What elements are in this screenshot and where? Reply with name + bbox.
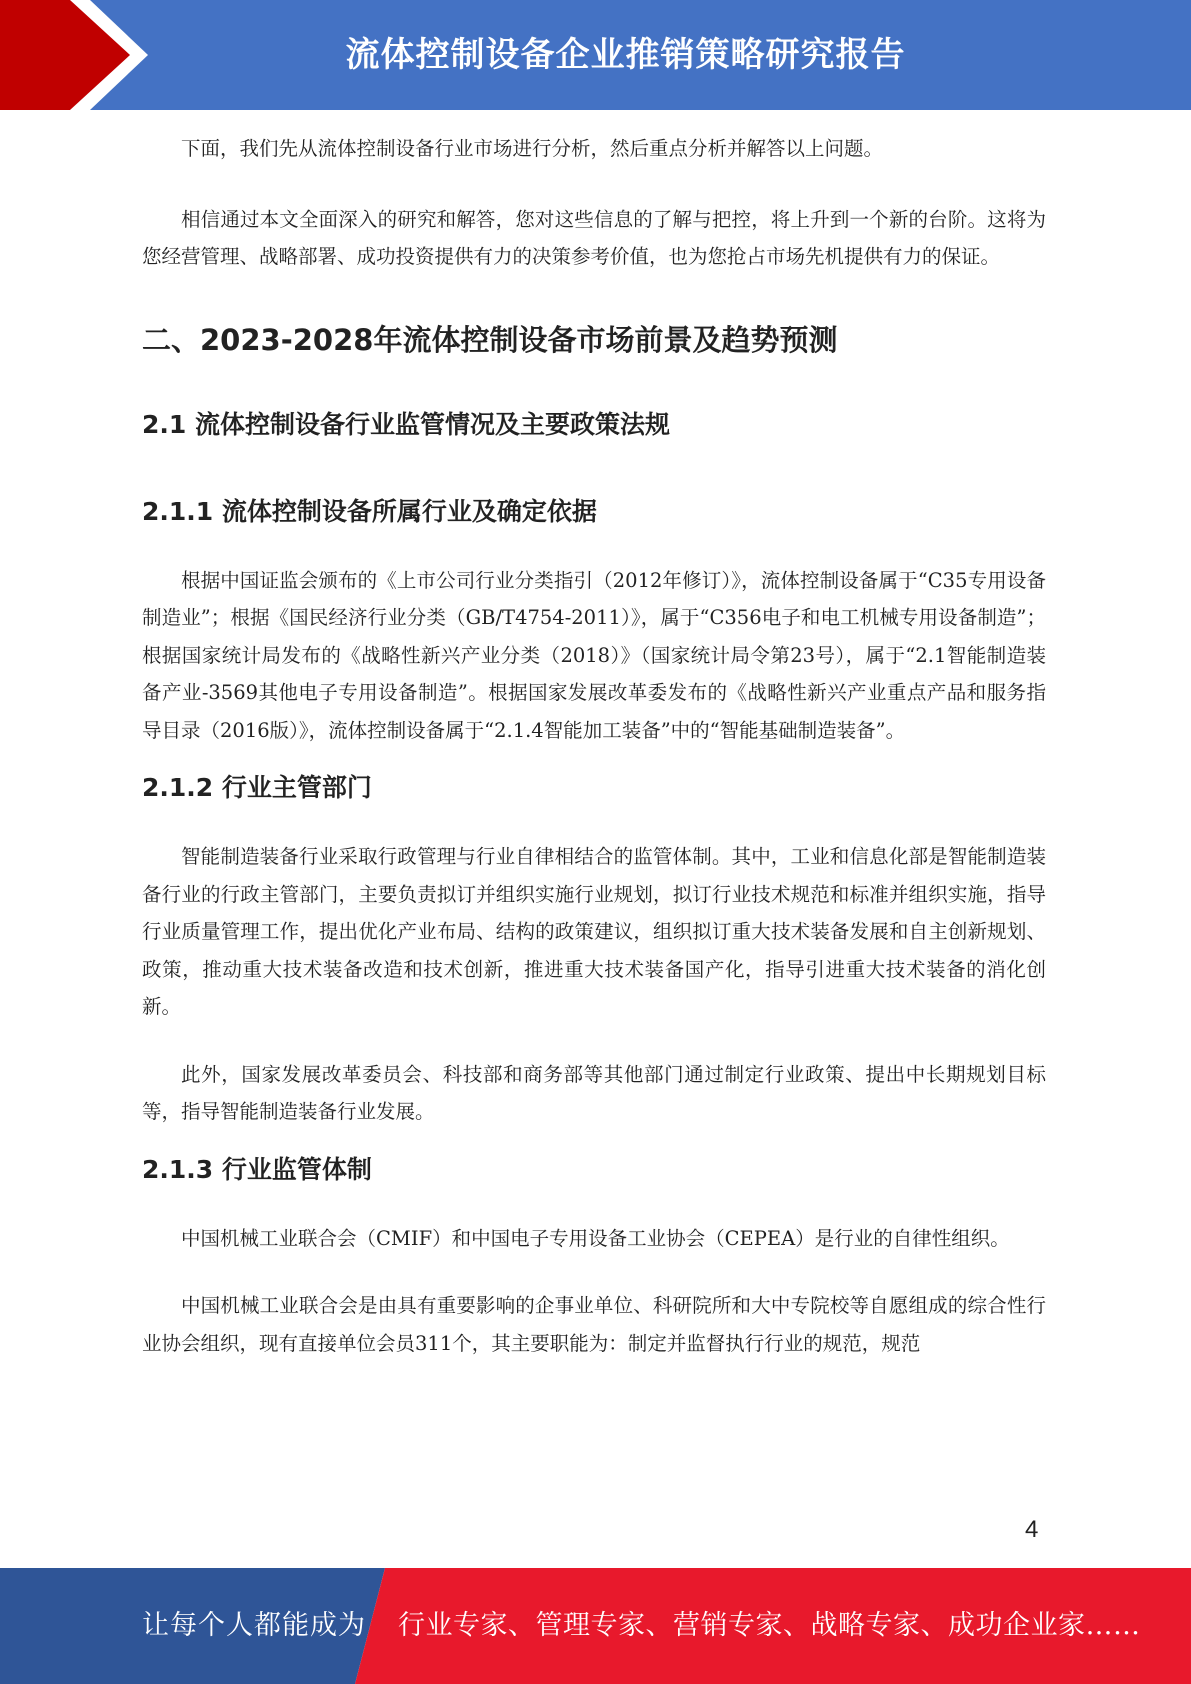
s212-paragraph-2: 此外，国家发展改革委员会、科技部和商务部等其他部门通过制定行业政策、提出中长期规划目标等，指导智能制造装备行业发展。 <box>142 1062 1046 1123</box>
report-title: 流体控制设备企业推销策略研究报告 <box>345 35 906 75</box>
s211-paragraph: 根据中国证监会颁布的《上市公司行业分类指引（2012年修订）》，流体控制设备属于“C35专用设备制造业”；根据《国民经济行业分类（GB/T4754-2011）》，属于“C356电子和电工机械专用设备制造”；根据国家统计局发布的《战略性新兴产业分类（2018）》（国家统计局令第23号），属于“2.1智能制造装备产业-3569其他电子专用设备制造”。根据国家发展改革委发布的《战略性新兴产业重点产品和服务指导目录（2016版）》，流体控制设备属于“2.1.4智能加工装备”中的“智能基础制造装备”。 <box>142 568 1046 742</box>
red-chevron-arrow-icon <box>0 0 160 110</box>
s213-paragraph-1: 中国机械工业联合会（CMIF）和中国电子专用设备工业协会（CEPEA）是行业的自律性组织。 <box>181 1226 1010 1250</box>
s212-paragraph-1: 智能制造装备行业采取行政管理与行业自律相结合的监管体制。其中，工业和信息化部是智能制造装备行业的行政主管部门，主要负责拟订并组织实施行业规划，拟订行业技术规范和标准并组织实施，指导行业质量管理工作，提出优化产业布局、结构的政策建议，组织拟订重大技术装备发展和自主创新规划、政策，推动重大技术装备改造和技术创新，推进重大技术装备国产化，指导引进重大技术装备的消化创新。 <box>142 845 1046 1018</box>
intro-paragraph-2: 相信通过本文全面深入的研究和解答，您对这些信息的了解与把控，将上升到一个新的台阶。这将为您经营管理、战略部署、成功投资提供有力的决策参考价值，也为您抢占市场先机提供有力的保证。 <box>142 207 1046 268</box>
page-footer <box>0 1568 1191 1684</box>
intro-paragraph-1: 下面，我们先从流体控制设备行业市场进行分析，然后重点分析并解答以上问题。 <box>181 137 884 160</box>
s211-heading: 2.1.1 流体控制设备所属行业及确定依据 <box>142 496 597 526</box>
section-heading: 二、2023-2028年流体控制设备市场前景及趋势预测 <box>142 322 838 357</box>
page-header <box>0 0 1191 110</box>
s212-heading: 2.1.2 行业主管部门 <box>142 773 372 802</box>
footer-slogan-left: 让每个人都能成为 <box>142 1610 366 1641</box>
footer-slogan-right: 行业专家、管理专家、营销专家、战略专家、成功企业家…… <box>398 1610 1141 1641</box>
s213-paragraph-2: 中国机械工业联合会是由具有重要影响的企事业单位、科研院所和大中专院校等自愿组成的综合性行业协会组织，现有直接单位会员311个，其主要职能为：制定并监督执行行业的规范，规范 <box>142 1294 1046 1355</box>
document-body <box>142 130 1046 1362</box>
page-number: 4 <box>1025 1516 1039 1543</box>
subsection-heading: 2.1 流体控制设备行业监管情况及主要政策法规 <box>142 409 670 439</box>
s213-heading: 2.1.3 行业监管体制 <box>142 1154 372 1184</box>
